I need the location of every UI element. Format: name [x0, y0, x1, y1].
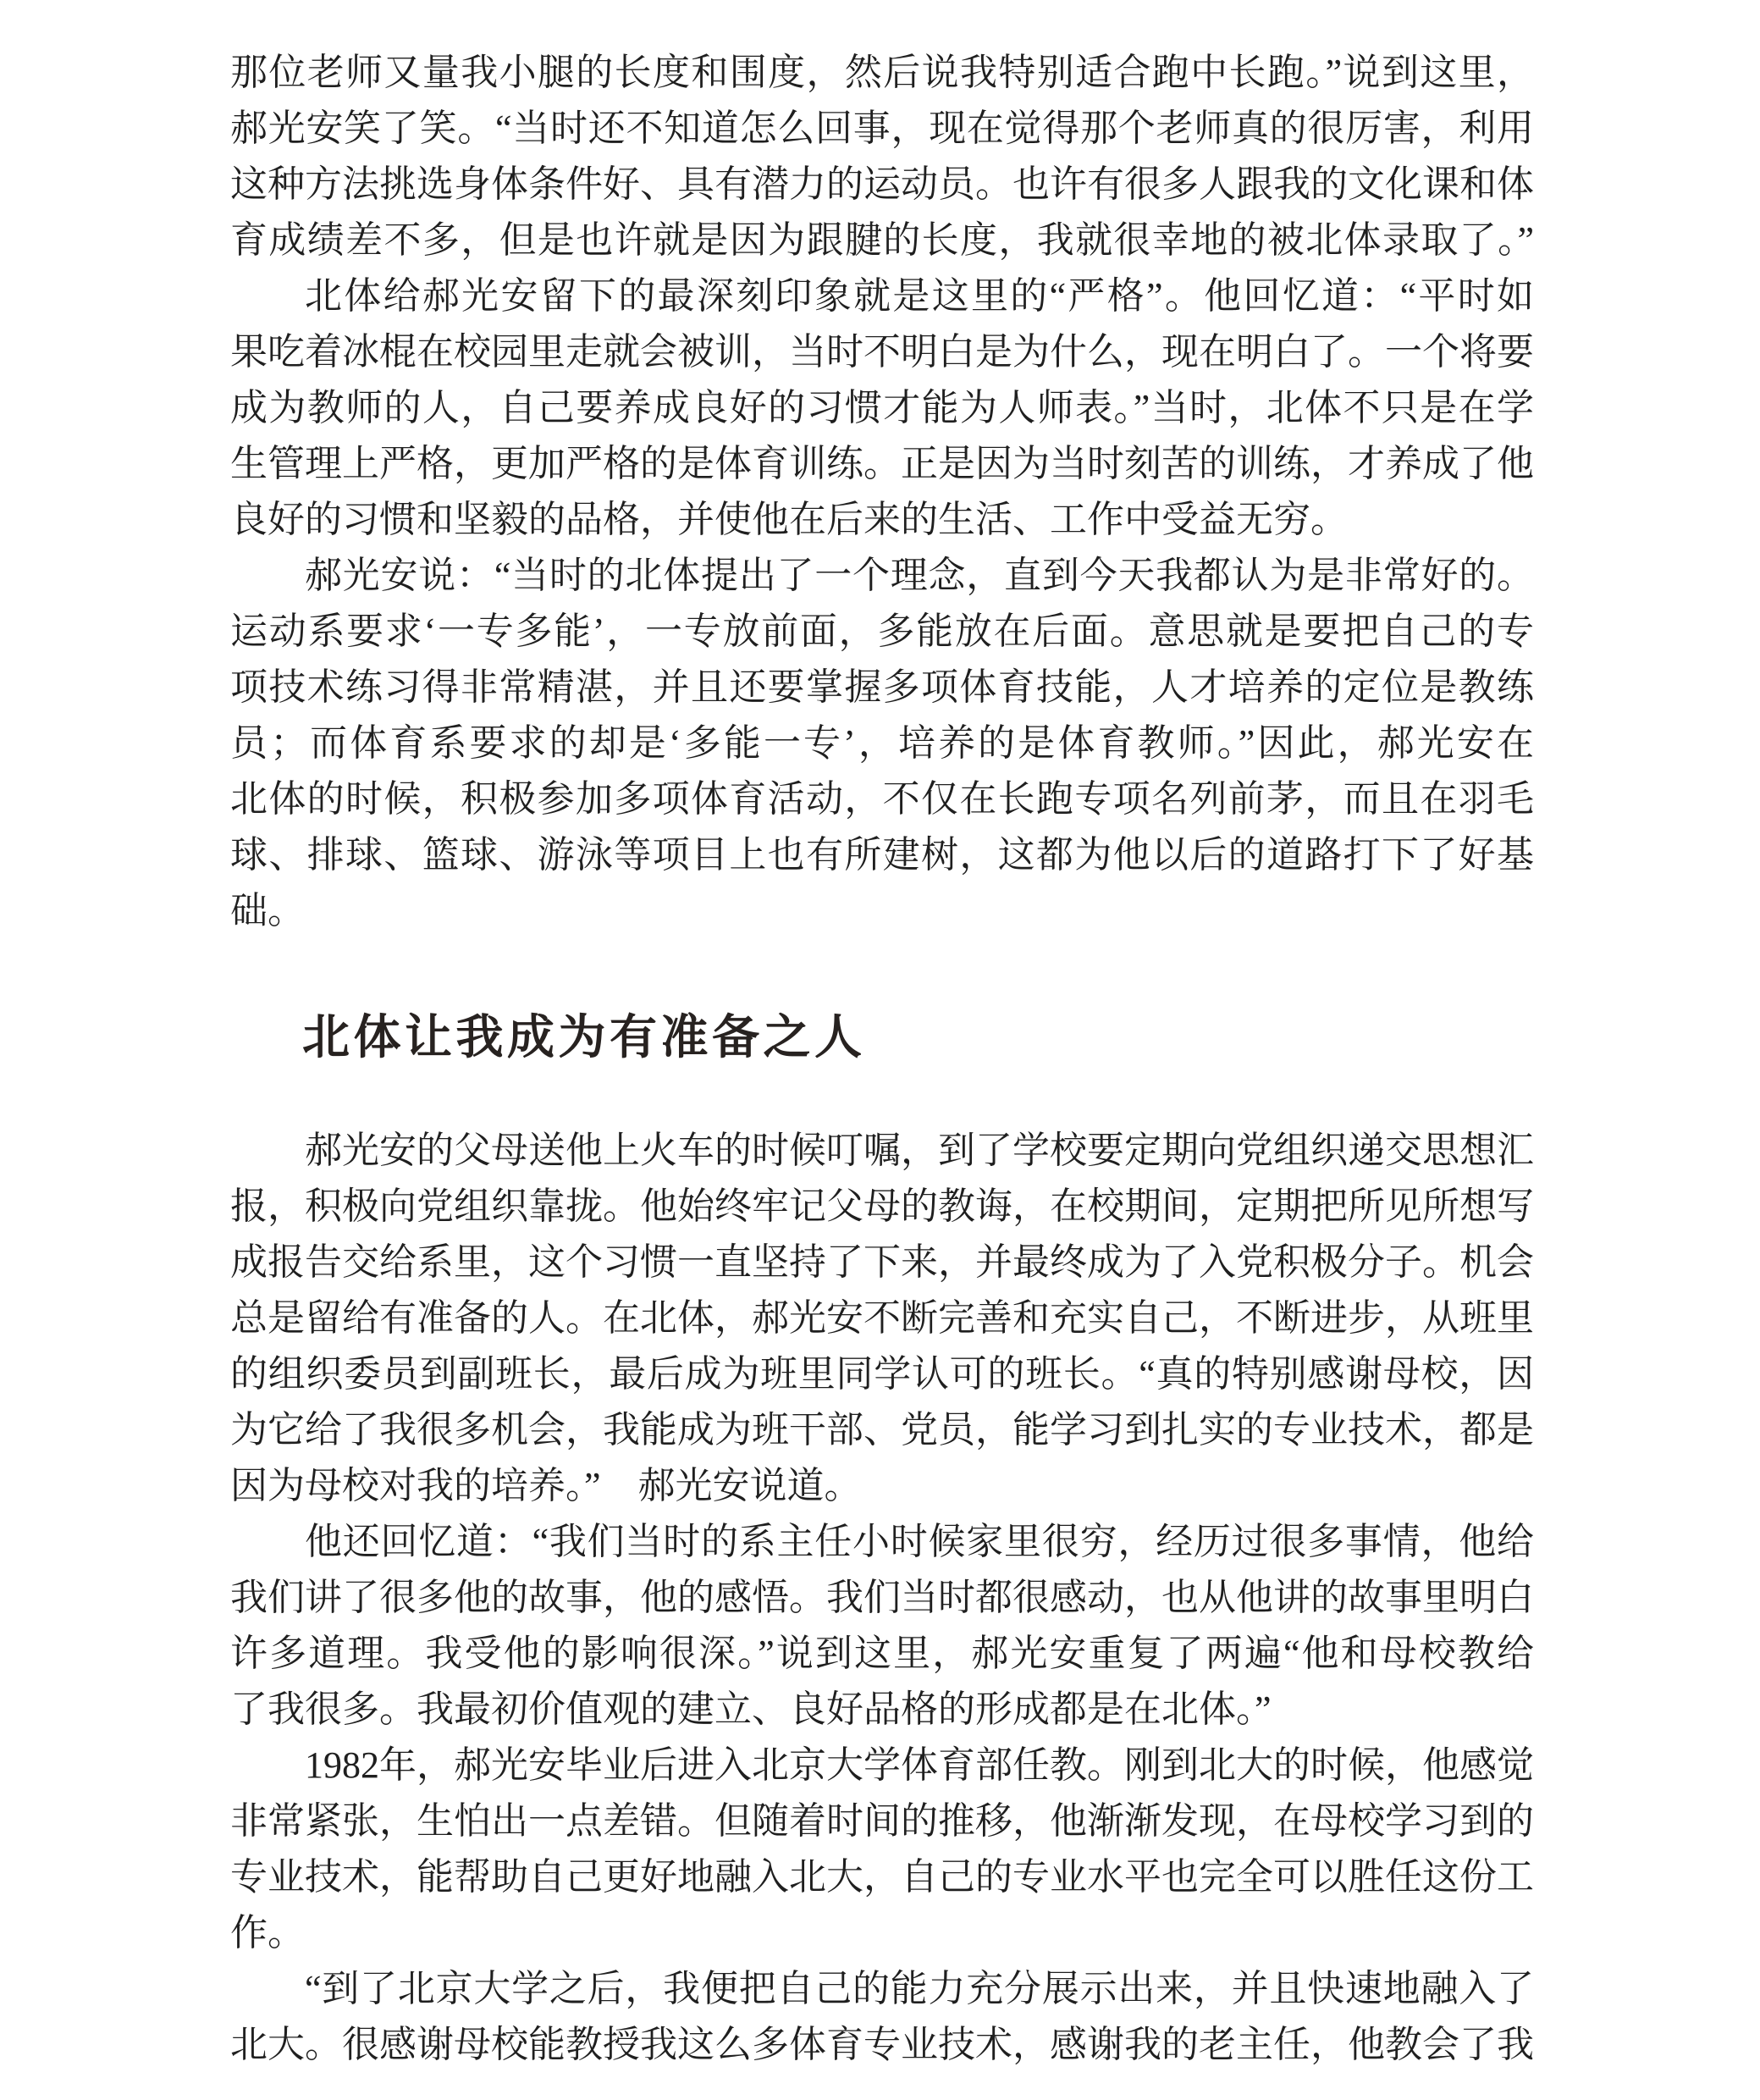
text-line: 那位老师又量我小腿的长度和围度，然后说我特别适合跑中长跑。”说到这里，: [230, 52, 1534, 93]
text-line: 郝光安笑了笑。“当时还不知道怎么回事，现在觉得那个老师真的很厉害，利用: [230, 108, 1534, 149]
text-line: 成为教师的人，自己要养成良好的习惯才能为人师表。”当时，北体不只是在学: [230, 387, 1534, 428]
text-line: 郝光安说：“当时的北体提出了一个理念，直到今天我都认为是非常好的。: [305, 555, 1534, 596]
text-line: 运动系要求‘一专多能’，一专放前面，多能放在后面。意思就是要把自己的专: [230, 611, 1534, 652]
text-line: 成报告交给系里，这个习惯一直坚持了下来，并最终成为了入党积极分子。机会: [230, 1241, 1534, 1283]
text-line: 为它给了我很多机会，我能成为班干部、党员，能学习到扎实的专业技术，都是: [230, 1409, 1534, 1451]
text-line: 许多道理。我受他的影响很深。”说到这里，郝光安重复了两遍“他和母校教给: [230, 1633, 1534, 1674]
text-line: 他还回忆道：“我们当时的系主任小时候家里很穷，经历过很多事情，他给: [305, 1521, 1534, 1562]
text-line: “到了北京大学之后，我便把自己的能力充分展示出来，并且快速地融入了: [305, 1968, 1534, 2009]
text-line: 北体给郝光安留下的最深刻印象就是这里的“严格”。他回忆道：“平时如: [305, 275, 1534, 317]
text-line: 球、排球、篮球、游泳等项目上也有所建树，这都为他以后的道路打下了好基: [230, 834, 1534, 876]
text-line: 1982年，郝光安毕业后进入北京大学体育部任教。刚到北大的时候，他感觉: [305, 1744, 1534, 1786]
text-line: 北大。很感谢母校能教授我这么多体育专业技术，感谢我的老主任，他教会了我: [230, 2024, 1534, 2065]
text-line: 北体的时候，积极参加多项体育活动，不仅在长跑专项名列前茅，而且在羽毛: [230, 778, 1534, 820]
text-line: 这种方法挑选身体条件好、具有潜力的运动员。也许有很多人跟我的文化课和体: [230, 163, 1534, 205]
text-line: 果吃着冰棍在校园里走就会被训，当时不明白是为什么，现在明白了。一个将要: [230, 331, 1534, 373]
text-line: 总是留给有准备的人。在北体，郝光安不断完善和充实自己，不断进步，从班里: [230, 1297, 1534, 1339]
text-column: [230, 45, 1534, 2073]
text-line: 育成绩差不多，但是也许就是因为跟腱的长度，我就很幸地的被北体录取了。”: [230, 219, 1534, 261]
text-line: 专业技术，能帮助自己更好地融入北大，自己的专业水平也完全可以胜任这份工: [230, 1856, 1534, 1898]
text-line: 良好的习惯和坚毅的品格，并使他在后来的生活、工作中受益无穷。: [230, 499, 1348, 540]
text-line: 项技术练习得非常精湛，并且还要掌握多项体育技能，人才培养的定位是教练: [230, 666, 1534, 708]
section-heading: 北体让我成为有准备之人: [302, 1010, 866, 1064]
text-line: 因为母校对我的培养。” 郝光安说道。: [230, 1465, 862, 1506]
text-line: 生管理上严格，更加严格的是体育训练。正是因为当时刻苦的训练，才养成了他: [230, 443, 1534, 484]
text-line: 作。: [230, 1912, 305, 1954]
text-line: 郝光安的父母送他上火车的时候叮嘱，到了学校要定期向党组织递交思想汇: [305, 1130, 1534, 1171]
text-line: 员；而体育系要求的却是‘多能一专’，培养的是体育教师。”因此，郝光安在: [230, 722, 1534, 764]
text-line: 的组织委员到副班长，最后成为班里同学认可的班长。“真的特别感谢母校，因: [230, 1353, 1534, 1395]
text-line: 我们讲了很多他的故事，他的感悟。我们当时都很感动，也从他讲的故事里明白: [230, 1577, 1534, 1618]
text-line: 报，积极向党组织靠拢。他始终牢记父母的教诲，在校期间，定期把所见所想写: [230, 1185, 1534, 1227]
text-line: 础。: [230, 890, 305, 931]
text-line: 了我很多。我最初价值观的建立、良好品格的形成都是在北体。”: [230, 1688, 1272, 1730]
text-line: 非常紧张，生怕出一点差错。但随着时间的推移，他渐渐发现，在母校学习到的: [230, 1800, 1534, 1842]
